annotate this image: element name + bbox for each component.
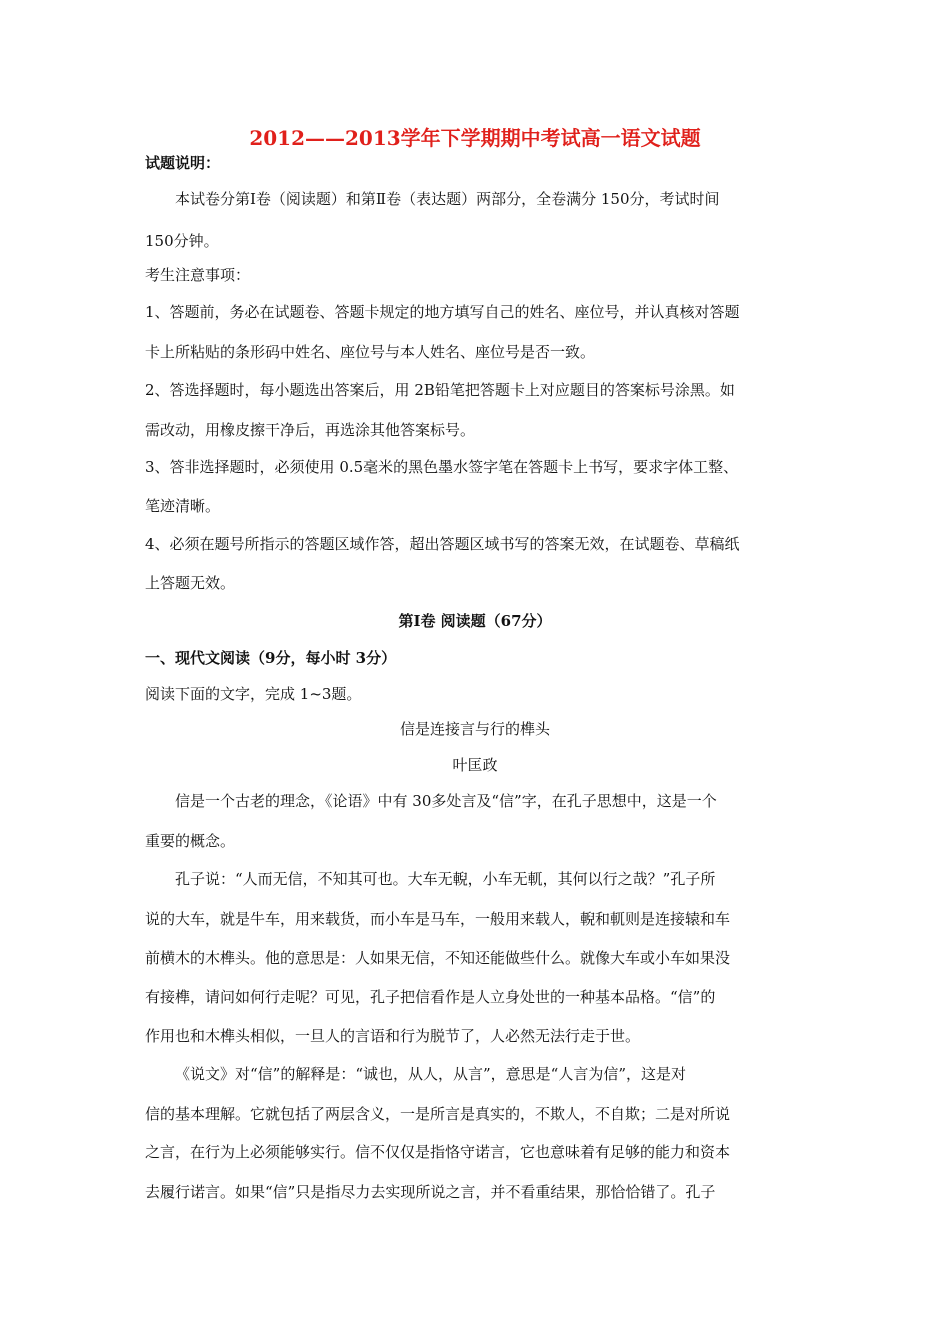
article-line: 重要的概念。 <box>145 832 236 850</box>
notice-line-8: 上答题无效。 <box>145 574 236 592</box>
article-line: 之言，在行为上必须能够实行。信不仅仅是指恪守诺言，它也意味着有足够的能力和资本 <box>145 1143 731 1161</box>
part-title: 第Ⅰ卷 阅读题（67分） <box>398 612 552 630</box>
article-line: 有接榫，请问如何行走呢？可见，孔子把信看作是人立身处世的一种基本品格。“信”的 <box>145 988 716 1006</box>
article-line: 说的大车，就是牛车，用来载货，而小车是马车，一般用来载人，輗和軏则是连接辕和车 <box>145 910 731 928</box>
intro-line-2: 150分钟。 <box>145 232 219 250</box>
article-author: 叶匡政 <box>452 756 498 774</box>
article-line: 作用也和木榫头相似，一旦人的言语和行为脱节了，人必然无法行走于世。 <box>145 1027 641 1045</box>
notice-line-6: 笔迹清晰。 <box>145 497 221 515</box>
intro-line-1: 本试卷分第Ⅰ卷（阅读题）和第Ⅱ卷（表达题）两部分，全卷满分 150分，考试时间 <box>175 190 720 208</box>
notice-line-7: 4、必须在题号所指示的答题区域作答，超出答题区域书写的答案无效，在试题卷、草稿纸 <box>145 535 740 553</box>
notice-line-1: 1、答题前，务必在试题卷、答题卡规定的地方填写自己的姓名、座位号，并认真核对答题 <box>145 303 740 321</box>
instructions-heading: 试题说明： <box>145 154 221 172</box>
notice-line-4: 需改动，用橡皮擦干净后，再选涂其他答案标号。 <box>145 421 476 439</box>
article-line: 信的基本理解。它就包括了两层含义，一是所言是真实的，不欺人，不自欺；二是对所说 <box>145 1105 731 1123</box>
exam-title: 2012——2013学年下学期期中考试高一语文试题 <box>249 126 701 150</box>
article-line: 信是一个古老的理念，《论语》中有 30多处言及“信”字，在孔子思想中，这是一个 <box>175 792 717 810</box>
notice-line-3: 2、答选择题时，每小题选出答案后，用 2B铅笔把答题卡上对应题目的答案标号涂黑。如 <box>145 381 735 399</box>
article-line: 去履行诺言。如果“信”只是指尽力去实现所说之言，并不看重结果，那恰恰错了。孔子 <box>145 1183 716 1201</box>
article-line: 前横木的木榫头。他的意思是：人如果无信，不知还能做些什么。就像大车或小车如果没 <box>145 949 731 967</box>
article-line: 《说文》对“信”的解释是：“诚也，从人，从言”，意思是“人言为信”，这是对 <box>175 1065 687 1083</box>
article-title: 信是连接言与行的榫头 <box>399 720 550 738</box>
notice-line-5: 3、答非选择题时，必须使用 0.5毫米的黑色墨水签字笔在答题卡上书写，要求字体工整、 <box>145 458 739 476</box>
article-line: 孔子说：“人而无信，不知其可也。大车无輗，小车无軏，其何以行之哉？”孔子所 <box>175 870 716 888</box>
reading-direction: 阅读下面的文字，完成 1~3题。 <box>145 685 362 703</box>
notice-heading: 考生注意事项： <box>145 266 251 284</box>
subsection-title: 一、现代文阅读（9分，每小时 3分） <box>145 649 397 667</box>
notice-line-2: 卡上所粘贴的条形码中姓名、座位号与本人姓名、座位号是否一致。 <box>145 343 596 361</box>
